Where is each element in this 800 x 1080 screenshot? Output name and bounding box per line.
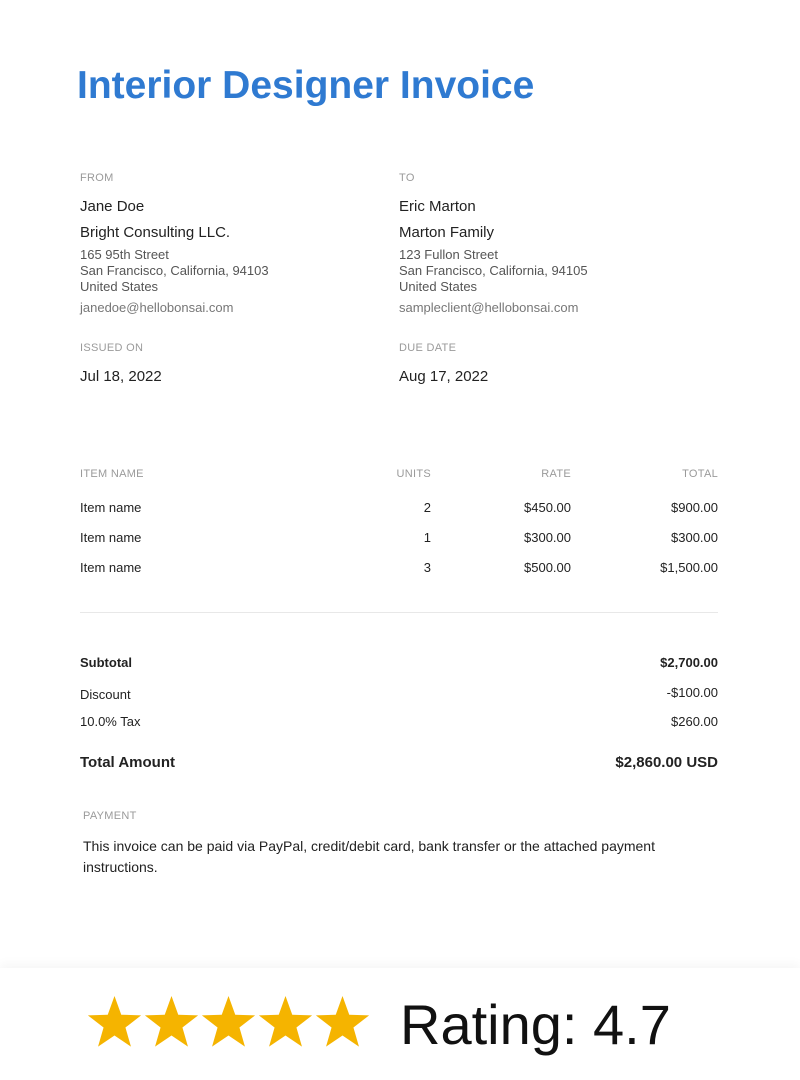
to-company: Marton Family [399, 224, 495, 241]
to-address-line1: 123 Fullon Street [399, 247, 499, 262]
header-rate: RATE [541, 468, 571, 480]
rating-text: Rating: 4.7 [400, 993, 671, 1056]
star-icon [200, 994, 257, 1051]
discount-value: -$100.00 [666, 685, 718, 700]
from-name: Jane Doe [80, 198, 145, 215]
star-icon [143, 994, 200, 1051]
star-icon [314, 994, 371, 1051]
to-label: TO [399, 172, 415, 184]
issued-label: ISSUED ON [80, 342, 144, 354]
due-label: DUE DATE [399, 342, 457, 354]
tax-label: 10.0% Tax [80, 714, 141, 729]
header-total: TOTAL [682, 468, 718, 480]
rating-stars [86, 994, 371, 1054]
to-address-line2: San Francisco, California, 94105 [399, 263, 588, 278]
total-value: $2,860.00 USD [615, 754, 718, 771]
payment-text: This invoice can be paid via PayPal, credit/debit card, bank transfer or the attached payment instructions. [83, 838, 655, 875]
from-email[interactable]: janedoe@hellobonsai.com [80, 300, 234, 315]
from-address-line2: San Francisco, California, 94103 [80, 263, 269, 278]
issued-section [80, 342, 380, 385]
table-divider [80, 612, 718, 613]
row-item-name: Item name [80, 560, 142, 575]
row-units: 3 [423, 560, 431, 575]
to-section [399, 172, 699, 315]
table-row [80, 524, 718, 554]
row-total: $300.00 [671, 530, 718, 545]
row-rate: $500.00 [524, 560, 571, 575]
row-rate: $300.00 [524, 530, 571, 545]
issued-date: Jul 18, 2022 [80, 368, 162, 385]
rating-footer [0, 968, 800, 1080]
table-row [80, 494, 718, 524]
to-name: Eric Marton [399, 198, 476, 215]
due-section [399, 342, 699, 385]
to-email[interactable]: sampleclient@hellobonsai.com [399, 300, 579, 315]
row-total: $1,500.00 [660, 560, 718, 575]
star-icon [86, 994, 143, 1051]
to-address-line3: United States [399, 279, 478, 294]
from-label: FROM [80, 172, 114, 184]
from-section [80, 172, 380, 315]
table-header [80, 468, 718, 494]
from-address-line3: United States [80, 279, 159, 294]
payment-label: PAYMENT [83, 810, 137, 822]
header-units: UNITS [396, 468, 431, 480]
row-units: 1 [423, 530, 431, 545]
header-item-name: ITEM NAME [80, 468, 144, 480]
row-item-name: Item name [80, 530, 142, 545]
to-address [399, 247, 699, 295]
items-table [80, 468, 718, 584]
tax-value: $260.00 [671, 714, 718, 729]
row-total: $900.00 [671, 500, 718, 515]
subtotal-value: $2,700.00 [660, 655, 718, 670]
total-label: Total Amount [80, 754, 175, 771]
from-address-line1: 165 95th Street [80, 247, 169, 262]
invoice-title: Interior Designer Invoice [77, 64, 535, 107]
from-company: Bright Consulting LLC. [80, 224, 231, 241]
row-units: 2 [423, 500, 431, 515]
payment-section [83, 810, 723, 878]
from-address [80, 247, 380, 295]
discount-label: Discount [80, 687, 131, 702]
row-item-name: Item name [80, 500, 142, 515]
subtotal-label: Subtotal [80, 655, 132, 670]
star-icon [257, 994, 314, 1051]
row-rate: $450.00 [524, 500, 571, 515]
due-date: Aug 17, 2022 [399, 368, 489, 385]
table-row [80, 554, 718, 584]
